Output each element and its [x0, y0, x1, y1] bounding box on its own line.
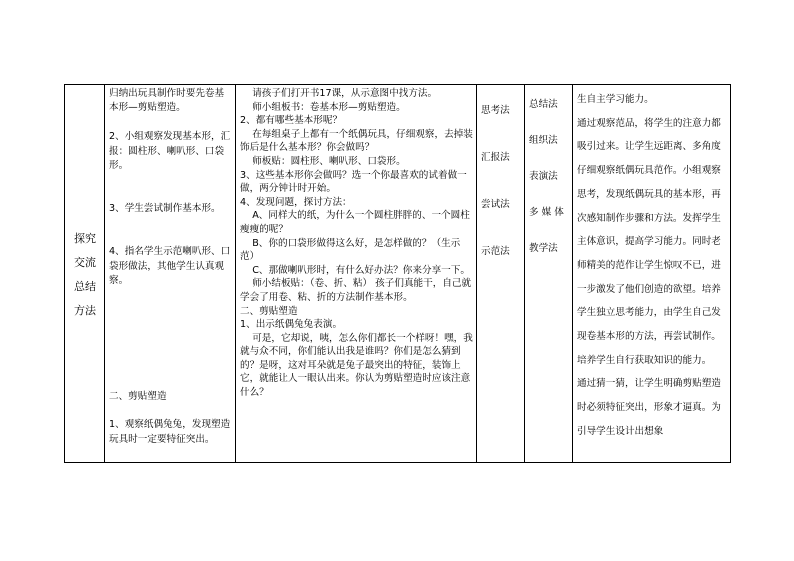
student-activity-cell	[105, 85, 236, 463]
teacher-activity-text: 请孩子们打开书17课，从示意图中找方法。 师小组板书：卷基本形—剪贴塑造。 2、都有哪些基本形呢？ 在每组桌子上都有一个纸偶玩具，仔细观察，去掉装饰后是什么基本形？你会做吗？ 师板贴：圆柱形、喇叭形、口袋形。 3、这些基本形你会做吗？选一个你最喜欢的试着做一做，两分钟计时开始。 4、发现问题，探讨方法： A、同样大的纸，为什么一个圆柱胖胖的、一个圆柱瘦瘦的呢？ B、你的口袋形做得这么好，是怎样做的？（生示范） C、那做喇叭形时，有什么好办法？你来分享一下。 师小结板贴：（卷、折、粘） 孩子们真能干，自己就学会了用卷、粘、折的方法制作基本形。 二、剪贴塑造 1、出示纸偶兔兔表演。 可是，它却说，咦，怎么你们都长一个样呀！嘿，我就与众不同，你们能认出我是谁吗？你们是怎么猜到的？是呀，这对耳朵就是兔子最突出的特征，装饰上它，就能让人一眼认出来。你认为剪贴塑造时应该注意什么？	[240, 88, 473, 399]
stage-label: 探究 交流 总结 方法	[74, 231, 96, 317]
method-text-2: 总结法 组织法 表演法 多 媒 体 教学法	[529, 99, 564, 254]
method-cell	[477, 85, 525, 463]
student-activity-text: 归纳出玩具制作时要先卷基本形—剪贴塑造。 2、小组观察发现基本形，汇报：圆柱形、喇叭形、口袋形。 3、学生尝试制作基本形。 4、指名学生示范喇叭形、口袋形做法，其他学生认真观察。 二、剪贴塑造 1、观察纸偶兔兔，发现塑造玩具时一定要特征突出。	[109, 88, 231, 445]
method-cell-2	[525, 85, 573, 463]
table-row	[65, 85, 731, 463]
stage-cell	[65, 85, 105, 463]
method-text: 思考法 汇报法 尝试法 示范法	[481, 105, 510, 257]
design-intent-text: 生自主学习能力。 通过观察范品，将学生的注意力都吸引过来。让学生远距离、多角度仔细观察纸偶玩具范作。小组观察思考，发现纸偶玩具的基本形，再次感知制作步骤和方法。发挥学生主体意识，提高学习能力。同时老师精美的范作让学生惊叹不已，进一步激发了他们创造的欲望。培养学生独立思考能力，由学生自己发现卷基本形的方法，再尝试制作。培养学生自行获取知识的能力。 通过猜一猜，让学生明确剪贴塑造时必须特征突出，形象才逼真。为引导学生设计出想象	[577, 94, 721, 437]
teacher-activity-cell	[236, 85, 477, 463]
lesson-plan-table	[64, 84, 731, 463]
design-intent-cell	[573, 85, 731, 463]
